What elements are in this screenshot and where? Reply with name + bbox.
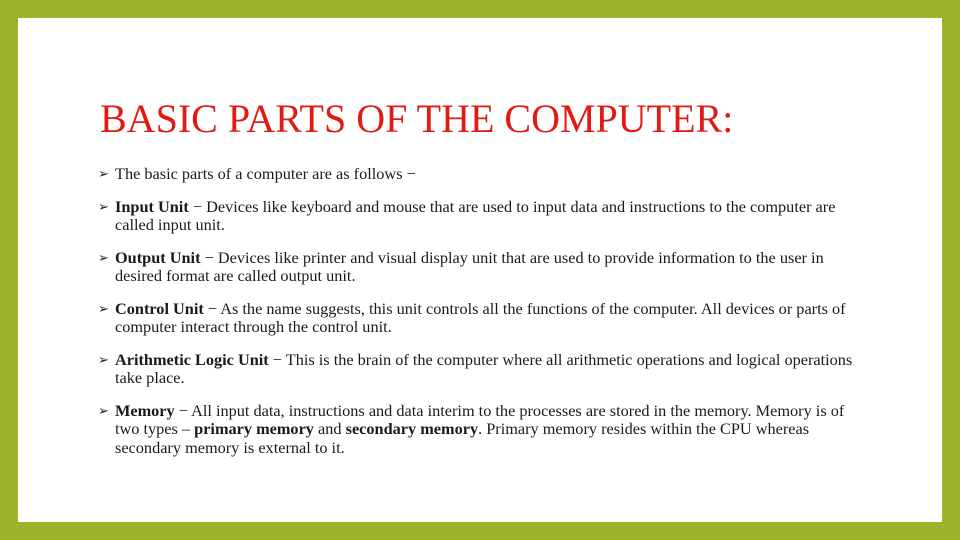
bullet-term: Arithmetic Logic Unit — [115, 349, 269, 369]
bullet-term: Control Unit — [115, 298, 204, 318]
bullet-output-unit — [98, 249, 868, 286]
arrow-bullet-icon: ➢ — [98, 249, 109, 265]
bullet-term: Input Unit — [115, 196, 189, 216]
bullet-term: Output Unit — [115, 247, 201, 267]
bullet-text: − As the name suggests, this unit controls all the functions of the computer. All devices or parts of computer interact through the control unit. — [115, 298, 846, 336]
arrow-bullet-icon: ➢ — [98, 300, 109, 316]
bullet-input-unit — [98, 198, 868, 235]
secondary-memory-term: secondary memory — [345, 419, 479, 438]
slide-canvas — [18, 18, 942, 522]
bullet-term: Memory — [115, 400, 175, 420]
slide-title: BASIC PARTS OF THE COMPUTER: — [100, 96, 734, 141]
bullet-text: − All input data, instructions and data interim to the processes are stored in the memory. Memory is of two types – — [115, 400, 845, 438]
bullet-text: and — [313, 419, 346, 438]
arrow-bullet-icon: ➢ — [98, 166, 109, 181]
bullet-text: − This is the brain of the computer where all arithmetic operations and logical operations take place. — [115, 349, 853, 387]
bullet-text: − Devices like printer and visual display unit that are used to provide information to the user in desired format are called output unit. — [115, 247, 824, 285]
primary-memory-term: primary memory — [194, 419, 314, 438]
bullet-memory — [98, 402, 868, 458]
bullet-intro — [98, 165, 868, 184]
bullet-list — [98, 165, 868, 471]
bullet-control-unit — [98, 300, 868, 337]
bullet-text: . Primary memory resides within the CPU whereas secondary memory is external to it. — [115, 419, 810, 457]
arrow-bullet-icon: ➢ — [98, 198, 109, 214]
bullet-text: The basic parts of a computer are as follows − — [115, 164, 416, 183]
arrow-bullet-icon: ➢ — [98, 351, 109, 367]
bullet-text: − Devices like keyboard and mouse that are used to input data and instructions to the computer are called input unit. — [115, 196, 836, 234]
bullet-alu — [98, 351, 868, 388]
arrow-bullet-icon: ➢ — [98, 402, 109, 418]
